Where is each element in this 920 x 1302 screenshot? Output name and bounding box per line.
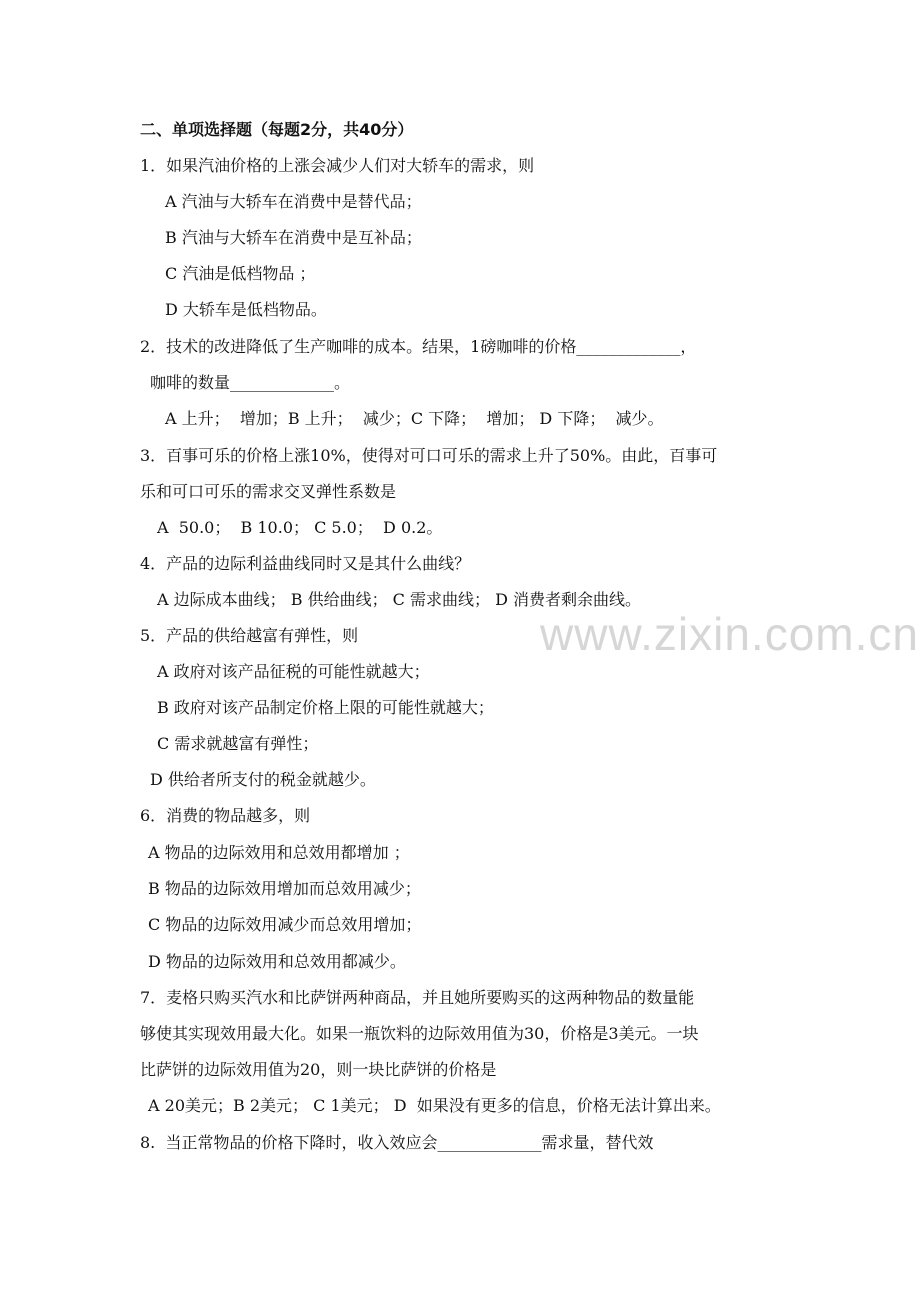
question-3-options: A 50.0； B 10.0； C 5.0； D 0.2。 — [157, 518, 443, 537]
question-4: 4．产品的边际利益曲线同时又是其什么曲线？ — [140, 554, 471, 573]
question-3-line-2: 乐和可口可乐的需求交叉弹性系数是 — [140, 482, 397, 501]
option-1a: A 汽油与大轿车在消费中是替代品； — [165, 192, 422, 211]
option-6b: B 物品的边际效用增加而总效用减少； — [148, 879, 421, 898]
watermark: www.zixin.com.cn — [540, 608, 919, 660]
question-2-options: A 上升； 增加；B 上升； 减少；C 下降； 增加； D 下降； 减少。 — [165, 409, 664, 428]
question-6: 6．消费的物品越多，则 — [140, 806, 311, 825]
option-6a: A 物品的边际效用和总效用都增加 ； — [148, 843, 410, 862]
question-3-line-1: 3．百事可乐的价格上涨10%，使得对可口可乐的需求上升了50%。由此，百事可 — [140, 446, 718, 465]
question-8: 8. 当正常物品的价格下降时，收入效应会_____________需求量，替代效 — [140, 1133, 654, 1152]
question-7-options: A 20美元；B 2美元； C 1美元； D 如果没有更多的信息，价格无法计算出来。 — [148, 1096, 721, 1115]
option-6d: D 物品的边际效用和总效用都减少。 — [148, 952, 406, 971]
option-1d: D 大轿车是低档物品。 — [165, 300, 327, 319]
option-1b: B 汽油与大轿车在消费中是互补品； — [165, 228, 422, 247]
question-7-line-3: 比萨饼的边际效用值为20，则一块比萨饼的价格是 — [140, 1060, 497, 1079]
option-6c: C 物品的边际效用减少而总效用增加； — [148, 915, 422, 934]
question-1: 1．如果汽油价格的上涨会减少人们对大轿车的需求，则 — [140, 156, 535, 175]
option-5d: D 供给者所支付的税金就越少。 — [150, 770, 376, 789]
option-1c: C 汽油是低档物品 ； — [165, 264, 316, 283]
question-5: 5．产品的供给越富有弹性，则 — [140, 626, 359, 645]
question-2-line-2: 咖啡的数量_____________。 — [150, 373, 351, 392]
option-5b: B 政府对该产品制定价格上限的可能性就越大； — [157, 698, 494, 717]
option-5c: C 需求就越富有弹性； — [157, 734, 319, 753]
question-7-line-2: 够使其实现效用最大化。如果一瓶饮料的边际效用值为30，价格是3美元。一块 — [140, 1024, 699, 1043]
question-2-line-1: 2．技术的改进降低了生产咖啡的成本。结果，1磅咖啡的价格_____________， — [140, 337, 697, 356]
question-7-line-1: 7．麦格只购买汽水和比萨饼两种商品，并且她所要购买的这两种物品的数量能 — [140, 988, 695, 1007]
section-title: 二、单项选择题（每题2分，共40分） — [140, 120, 414, 139]
option-5a: A 政府对该产品征税的可能性就越大； — [157, 662, 430, 681]
question-4-options: A 边际成本曲线； B 供给曲线； C 需求曲线； D 消费者剩余曲线。 — [157, 590, 641, 609]
